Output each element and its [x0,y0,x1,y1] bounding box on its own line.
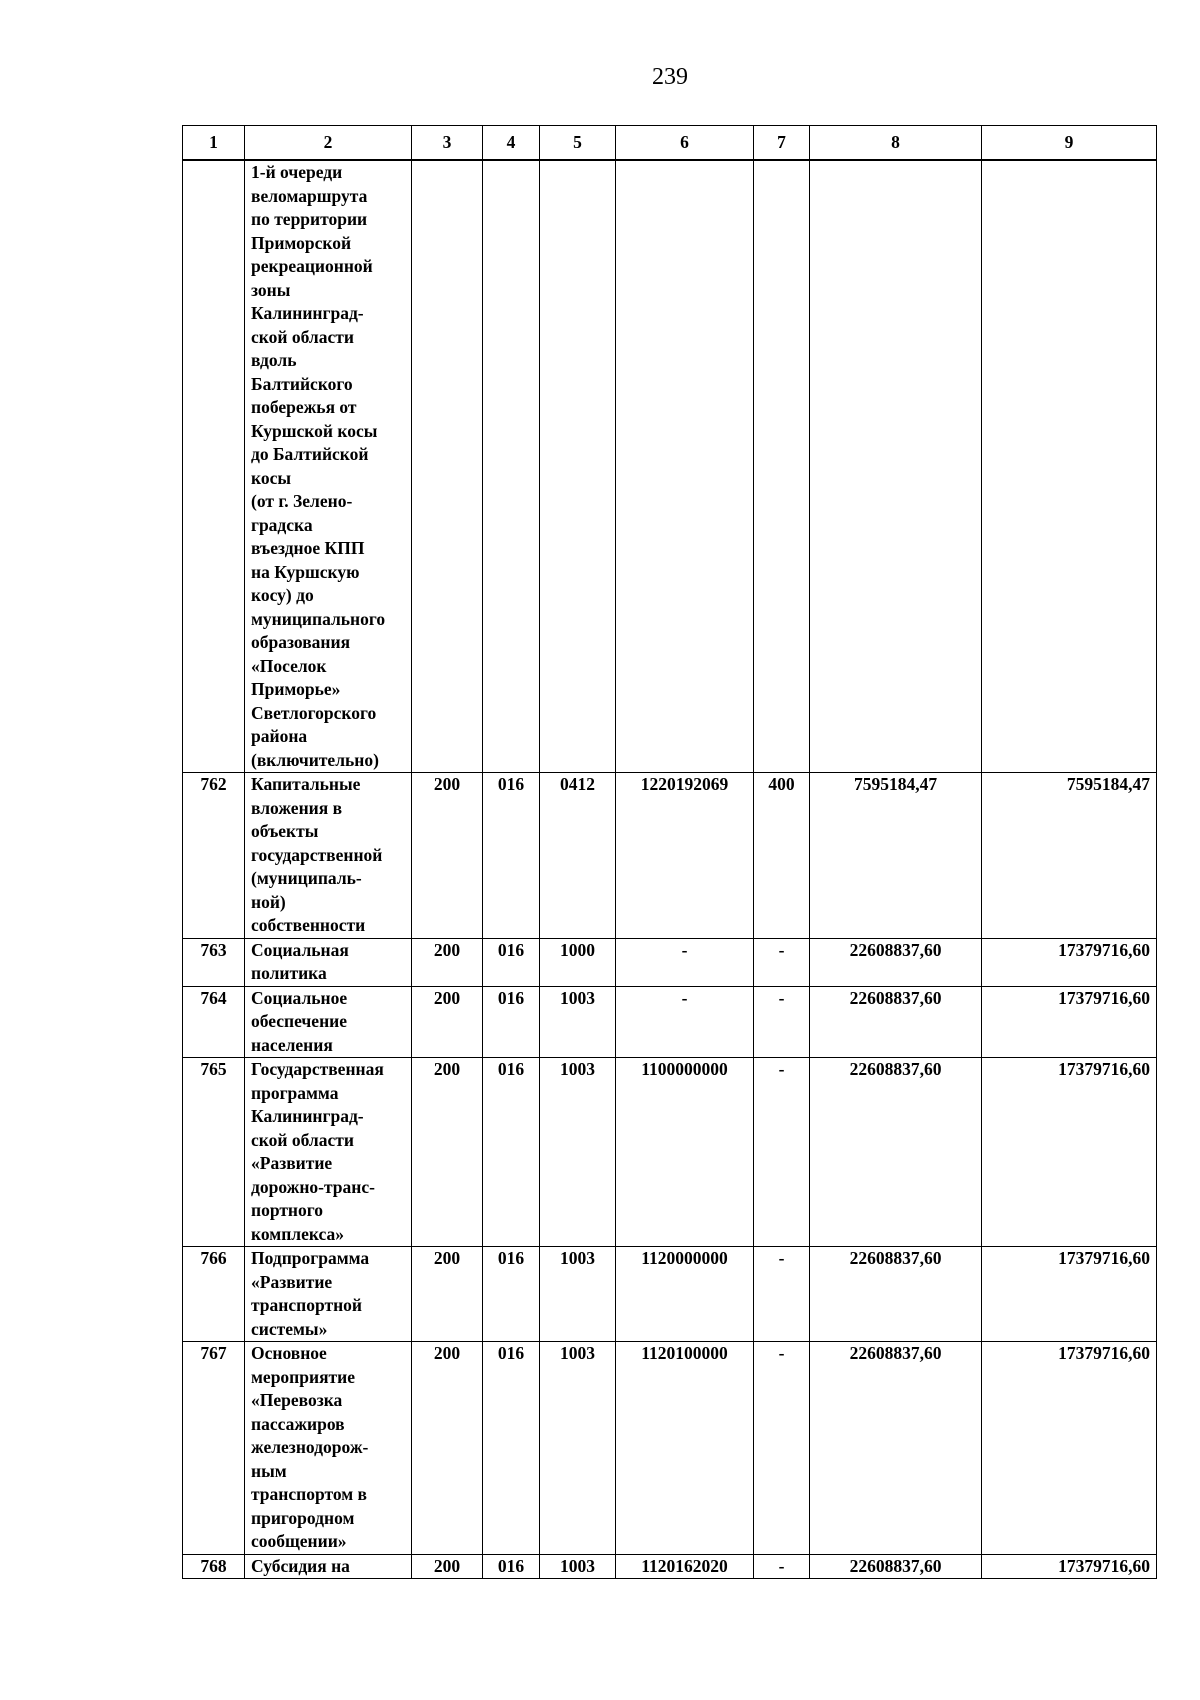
header-row [183,126,1157,161]
row-number-cell [183,1058,245,1247]
code-col5-cell [540,1058,616,1247]
amount-col8-cell [810,773,982,939]
column-header: 1 [183,126,245,161]
code-col7-cell [754,160,810,773]
amount-col8-cell [810,1342,982,1555]
item-name-cell [245,986,412,1058]
code-col3-text: 200 [433,939,461,960]
row-number-cell [183,1247,245,1342]
amount-col9-text: 17379716,60 [1058,1248,1150,1268]
code-col4-cell [483,773,540,939]
column-header: 6 [616,126,754,161]
table-row [183,160,1157,773]
table-row [183,1058,1157,1247]
amount-col8-cell [810,1058,982,1247]
code-col6-text: 1100000000 [641,1059,728,1079]
code-col4-cell [483,160,540,773]
amount-col8-text: 22608837,60 [849,1343,942,1363]
budget-table [182,125,1157,1579]
code-col5-text: 0412 [560,774,595,794]
row-number-cell [183,160,245,773]
code-col6-text: - [681,939,688,960]
code-col5-cell [540,938,616,986]
row-number-cell [183,938,245,986]
amount-col8-cell [810,986,982,1058]
code-col3-cell [412,1058,483,1247]
code-col4-cell [483,1342,540,1555]
amount-col9-text: 17379716,60 [1058,987,1150,1008]
code-col4-cell [483,1554,540,1579]
table-row [183,1554,1157,1579]
code-col4-text: 016 [497,1059,525,1079]
code-col6-cell [616,1058,754,1247]
code-col7-text: - [778,1248,785,1268]
code-col6-text: 1220192069 [640,774,729,794]
amount-col8-text: 22608837,60 [849,1248,942,1268]
amount-col9-cell [982,938,1157,986]
row-number-text: 766 [200,1248,227,1268]
code-col6-cell [616,1342,754,1555]
column-header: 9 [982,126,1157,161]
code-col6-text: - [681,987,688,1008]
code-col4-text: 016 [497,987,525,1008]
code-col5-text: 1003 [560,1059,595,1079]
code-col7-cell [754,1058,810,1247]
code-col3-text: 200 [433,1343,461,1363]
table-header [183,126,1157,161]
column-header: 4 [483,126,540,161]
item-name-text: Подпрограмма «Развитие транспортной системы» [251,1248,370,1339]
row-number-cell [183,986,245,1058]
row-number-text: 763 [200,939,227,960]
code-col7-text: 400 [768,774,795,794]
code-col3-text: 200 [433,1059,461,1079]
code-col4-text: 016 [497,939,525,960]
code-col6-text: 1120100000 [641,1343,728,1363]
item-name-text: 1-й очереди веломаршрута по территории Приморской рекреационной зоны Калининград- ской области вдоль Балтийского побережья от Куршской косы до Балтийской косы (от г. Зелено- градска въездное КПП на Куршскую косу) до муниципального образования «Поселок Приморье» Светлогорского района (включительно) [251,162,386,770]
code-col5-cell [540,1554,616,1579]
code-col7-cell [754,986,810,1058]
item-name-text: Капитальные вложения в объекты государственной (муниципаль- ной) собственности [251,774,383,935]
amount-col9-cell [982,1554,1157,1579]
table-row [183,986,1157,1058]
code-col3-text: 200 [433,774,461,794]
item-name-text: Основное мероприятие «Перевозка пассажиров железнодорож- ным транспортом в пригородном сообщении» [251,1343,369,1551]
item-name-cell [245,938,412,986]
code-col7-text: - [778,1059,785,1079]
amount-col8-cell [810,1554,982,1579]
code-col4-text: 016 [497,1248,525,1268]
column-header: 8 [810,126,982,161]
code-col5-cell [540,1247,616,1342]
code-col4-text: 016 [497,1343,525,1363]
code-col6-cell [616,160,754,773]
amount-col8-text: 22608837,60 [849,1059,942,1079]
item-name-text: Социальная политика [251,939,349,983]
page-number: 239 [652,64,688,90]
item-name-cell [245,773,412,939]
item-name-cell [245,1247,412,1342]
code-col7-cell [754,938,810,986]
amount-col8-text: 22608837,60 [849,939,942,960]
item-name-text: Государственная программа Калининград- ской области «Развитие дорожно-транс- портного комплекса» [251,1059,384,1244]
row-number-text: 764 [200,987,227,1008]
amount-col9-text: 17379716,60 [1058,1343,1150,1363]
row-number-text: 768 [200,1555,227,1576]
item-name-text: Социальное обеспечение населения [251,987,348,1055]
code-col5-text: 1003 [560,1555,595,1576]
row-number-text: 767 [200,1343,227,1363]
column-header: 7 [754,126,810,161]
code-col3-cell [412,1554,483,1579]
amount-col9-text: 17379716,60 [1058,1555,1150,1576]
code-col3-cell [412,1247,483,1342]
code-col3-text: 200 [433,1248,461,1268]
row-number-cell [183,1554,245,1579]
code-col7-cell [754,773,810,939]
code-col3-cell [412,773,483,939]
table-row [183,773,1157,939]
column-header: 3 [412,126,483,161]
table-row [183,1247,1157,1342]
code-col6-cell [616,1554,754,1579]
amount-col9-text: 17379716,60 [1058,1059,1150,1079]
amount-col9-cell [982,160,1157,773]
code-col3-cell [412,1342,483,1555]
table-row [183,1342,1157,1555]
amount-col8-cell [810,160,982,773]
code-col3-text: 200 [433,1555,461,1576]
code-col5-text: 1003 [560,1343,595,1363]
amount-col8-text: 7595184,47 [853,774,938,794]
code-col5-cell [540,773,616,939]
code-col4-text: 016 [497,774,525,794]
code-col3-cell [412,938,483,986]
amount-col9-text: 17379716,60 [1058,939,1150,960]
code-col3-cell [412,160,483,773]
code-col4-text: 016 [497,1555,525,1576]
code-col5-cell [540,986,616,1058]
code-col6-cell [616,986,754,1058]
amount-col8-cell [810,1247,982,1342]
code-col3-cell [412,986,483,1058]
code-col4-cell [483,986,540,1058]
code-col6-text: 1120162020 [641,1555,728,1576]
code-col6-cell [616,773,754,939]
item-name-cell [245,1342,412,1555]
amount-col8-text: 22608837,60 [849,987,942,1008]
code-col5-text: 1003 [560,1248,595,1268]
amount-col9-cell [982,773,1157,939]
code-col6-text: 1120000000 [641,1248,728,1268]
item-name-text: Субсидия на [251,1555,350,1576]
code-col5-text: 1003 [560,987,595,1008]
code-col7-text: - [778,1343,785,1363]
column-header: 2 [245,126,412,161]
amount-col9-cell [982,1058,1157,1247]
row-number-text: 765 [200,1059,227,1079]
amount-col8-text: 22608837,60 [849,1555,942,1576]
code-col7-cell [754,1554,810,1579]
amount-col8-cell [810,938,982,986]
table-row [183,938,1157,986]
code-col6-cell [616,1247,754,1342]
row-number-cell [183,773,245,939]
item-name-cell [245,160,412,773]
code-col4-cell [483,1247,540,1342]
item-name-cell [245,1554,412,1579]
amount-col9-cell [982,986,1157,1058]
code-col6-cell [616,938,754,986]
item-name-cell [245,1058,412,1247]
code-col7-cell [754,1342,810,1555]
code-col7-text: - [778,939,785,960]
amount-col9-cell [982,1247,1157,1342]
table-body [183,160,1157,1579]
code-col5-cell [540,1342,616,1555]
code-col7-text: - [778,987,785,1008]
code-col7-text: - [778,1555,785,1576]
row-number-text: 762 [200,774,227,794]
amount-col9-cell [982,1342,1157,1555]
code-col4-cell [483,938,540,986]
amount-col9-text: 7595184,47 [1066,774,1150,794]
code-col7-cell [754,1247,810,1342]
code-col5-text: 1000 [560,939,595,960]
code-col5-cell [540,160,616,773]
row-number-cell [183,1342,245,1555]
code-col3-text: 200 [433,987,461,1008]
column-header: 5 [540,126,616,161]
code-col4-cell [483,1058,540,1247]
